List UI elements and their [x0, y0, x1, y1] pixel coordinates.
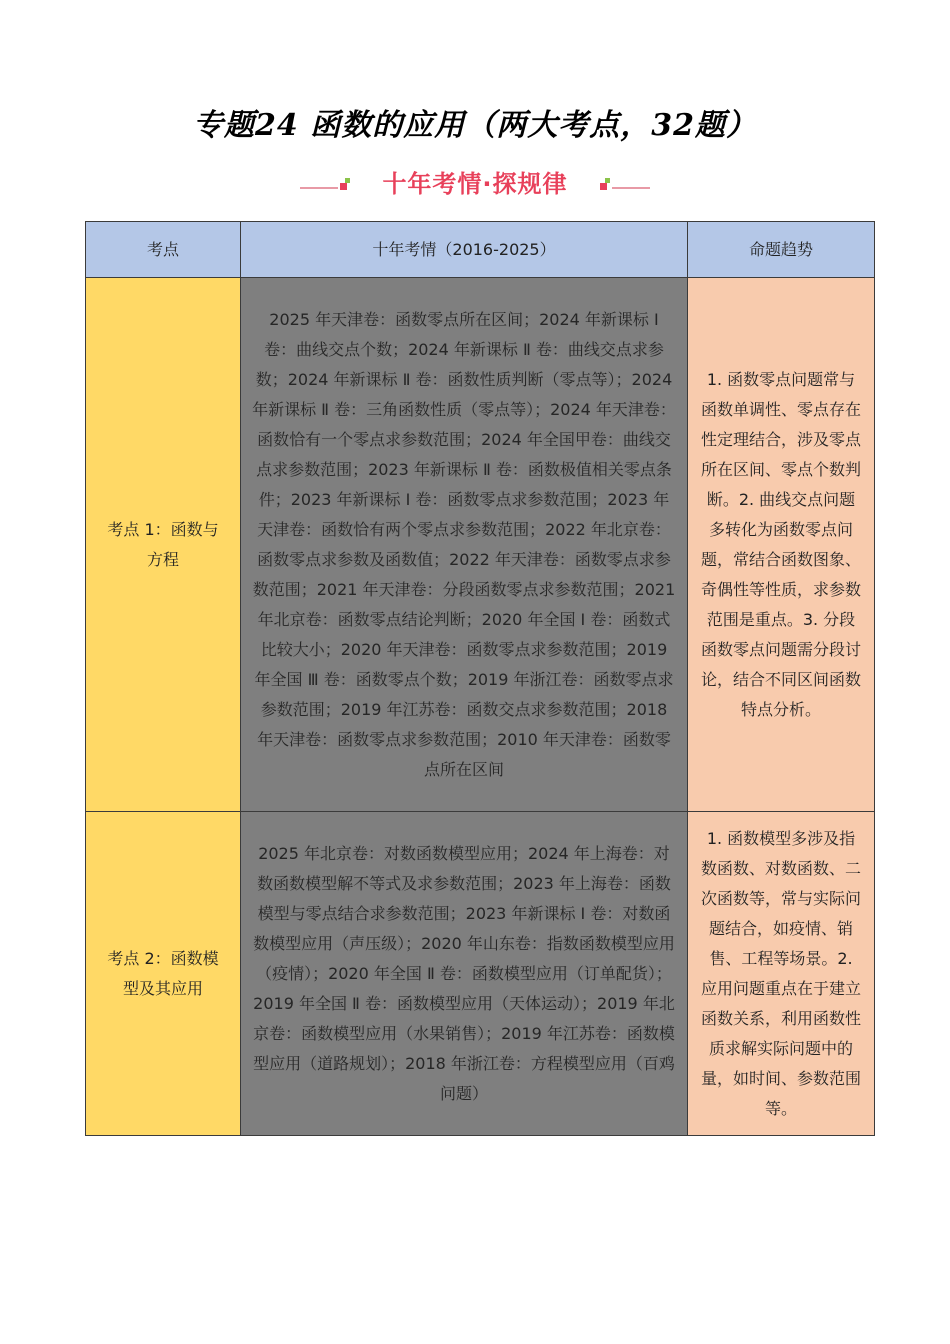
banner-square-icon: [605, 178, 610, 183]
header-history: 十年考情（2016-2025）: [241, 222, 688, 278]
point-cell: 考点 1：函数与方程: [86, 278, 241, 812]
history-cell: 2025 年天津卷：函数零点所在区间；2024 年新课标 Ⅰ 卷：曲线交点个数；2024 年新课标 Ⅱ 卷：曲线交点求参数；2024 年新课标 Ⅱ 卷：函数性质判断（零点等）；2024 年新课标 Ⅱ 卷：三角函数性质（零点等）；2024 年天津卷：函数恰有一个零点求参数范围；2024 年全国甲卷：曲线交点求参数范围；2023 年新课标 Ⅱ 卷：函数极值相关零点条件；2023 年新课标 Ⅰ 卷：函数零点求参数范围；2023 年天津卷：函数恰有两个零点求参数范围；2022 年北京卷：函数零点求参数及函数值；2022 年天津卷：函数零点求参数范围；2021 年天津卷：分段函数零点求参数范围；2021 年北京卷：函数零点结论判断；2020 年全国 Ⅰ 卷：函数式比较大小；2020 年天津卷：函数零点求参数范围；2019 年全国 Ⅲ 卷：函数零点个数；2019 年浙江卷：函数零点求参数范围；2019 年江苏卷：函数交点求参数范围；2018 年天津卷：函数零点求参数范围；2010 年天津卷：函数零点所在区间: [241, 278, 688, 812]
table-row: [86, 278, 875, 812]
history-cell: 2025 年北京卷：对数函数模型应用；2024 年上海卷：对数函数模型解不等式及求参数范围；2023 年上海卷：函数模型与零点结合求参数范围；2023 年新课标 Ⅰ 卷：对数函数模型应用（声压级）；2020 年山东卷：指数函数模型应用（疫情）；2020 年全国 Ⅱ 卷：函数模型应用（订单配货）；2019 年全国 Ⅱ 卷：函数模型应用（天体运动）；2019 年北京卷：函数模型应用（水果销售）；2019 年江苏卷：函数模型应用（道路规划）；2018 年浙江卷：方程模型应用（百鸡问题）: [241, 812, 688, 1136]
banner-line-left: [300, 187, 338, 189]
banner-square-icon: [600, 183, 607, 190]
point-cell: 考点 2：函数模型及其应用: [86, 812, 241, 1136]
page-title: 专题24 函数的应用（两大考点，32题）: [193, 108, 757, 143]
header-point: 考点: [86, 222, 241, 278]
table-row: [86, 812, 875, 1136]
header-trend: 命题趋势: [688, 222, 875, 278]
trend-cell: 1. 函数模型多涉及指数函数、对数函数、二次函数等，常与实际问题结合，如疫情、销售、工程等场景。2. 应用问题重点在于建立函数关系，利用函数性质求解实际问题中的量，如时间、参数范围等。: [688, 812, 875, 1136]
banner-square-icon: [340, 183, 347, 190]
banner-square-icon: [345, 178, 350, 183]
table-header-row: [86, 222, 875, 278]
section-banner: [300, 162, 650, 202]
trend-cell: 1. 函数零点问题常与函数单调性、零点存在性定理结合，涉及零点所在区间、零点个数判断。2. 曲线交点问题多转化为函数零点问题，常结合函数图象、奇偶性等性质，求参数范围是重点。3. 分段函数零点问题需分段讨论，结合不同区间函数特点分析。: [688, 278, 875, 812]
exam-table: [85, 221, 875, 1136]
banner-line-right: [612, 187, 650, 189]
banner-text: 十年考情·探规律: [382, 170, 568, 198]
